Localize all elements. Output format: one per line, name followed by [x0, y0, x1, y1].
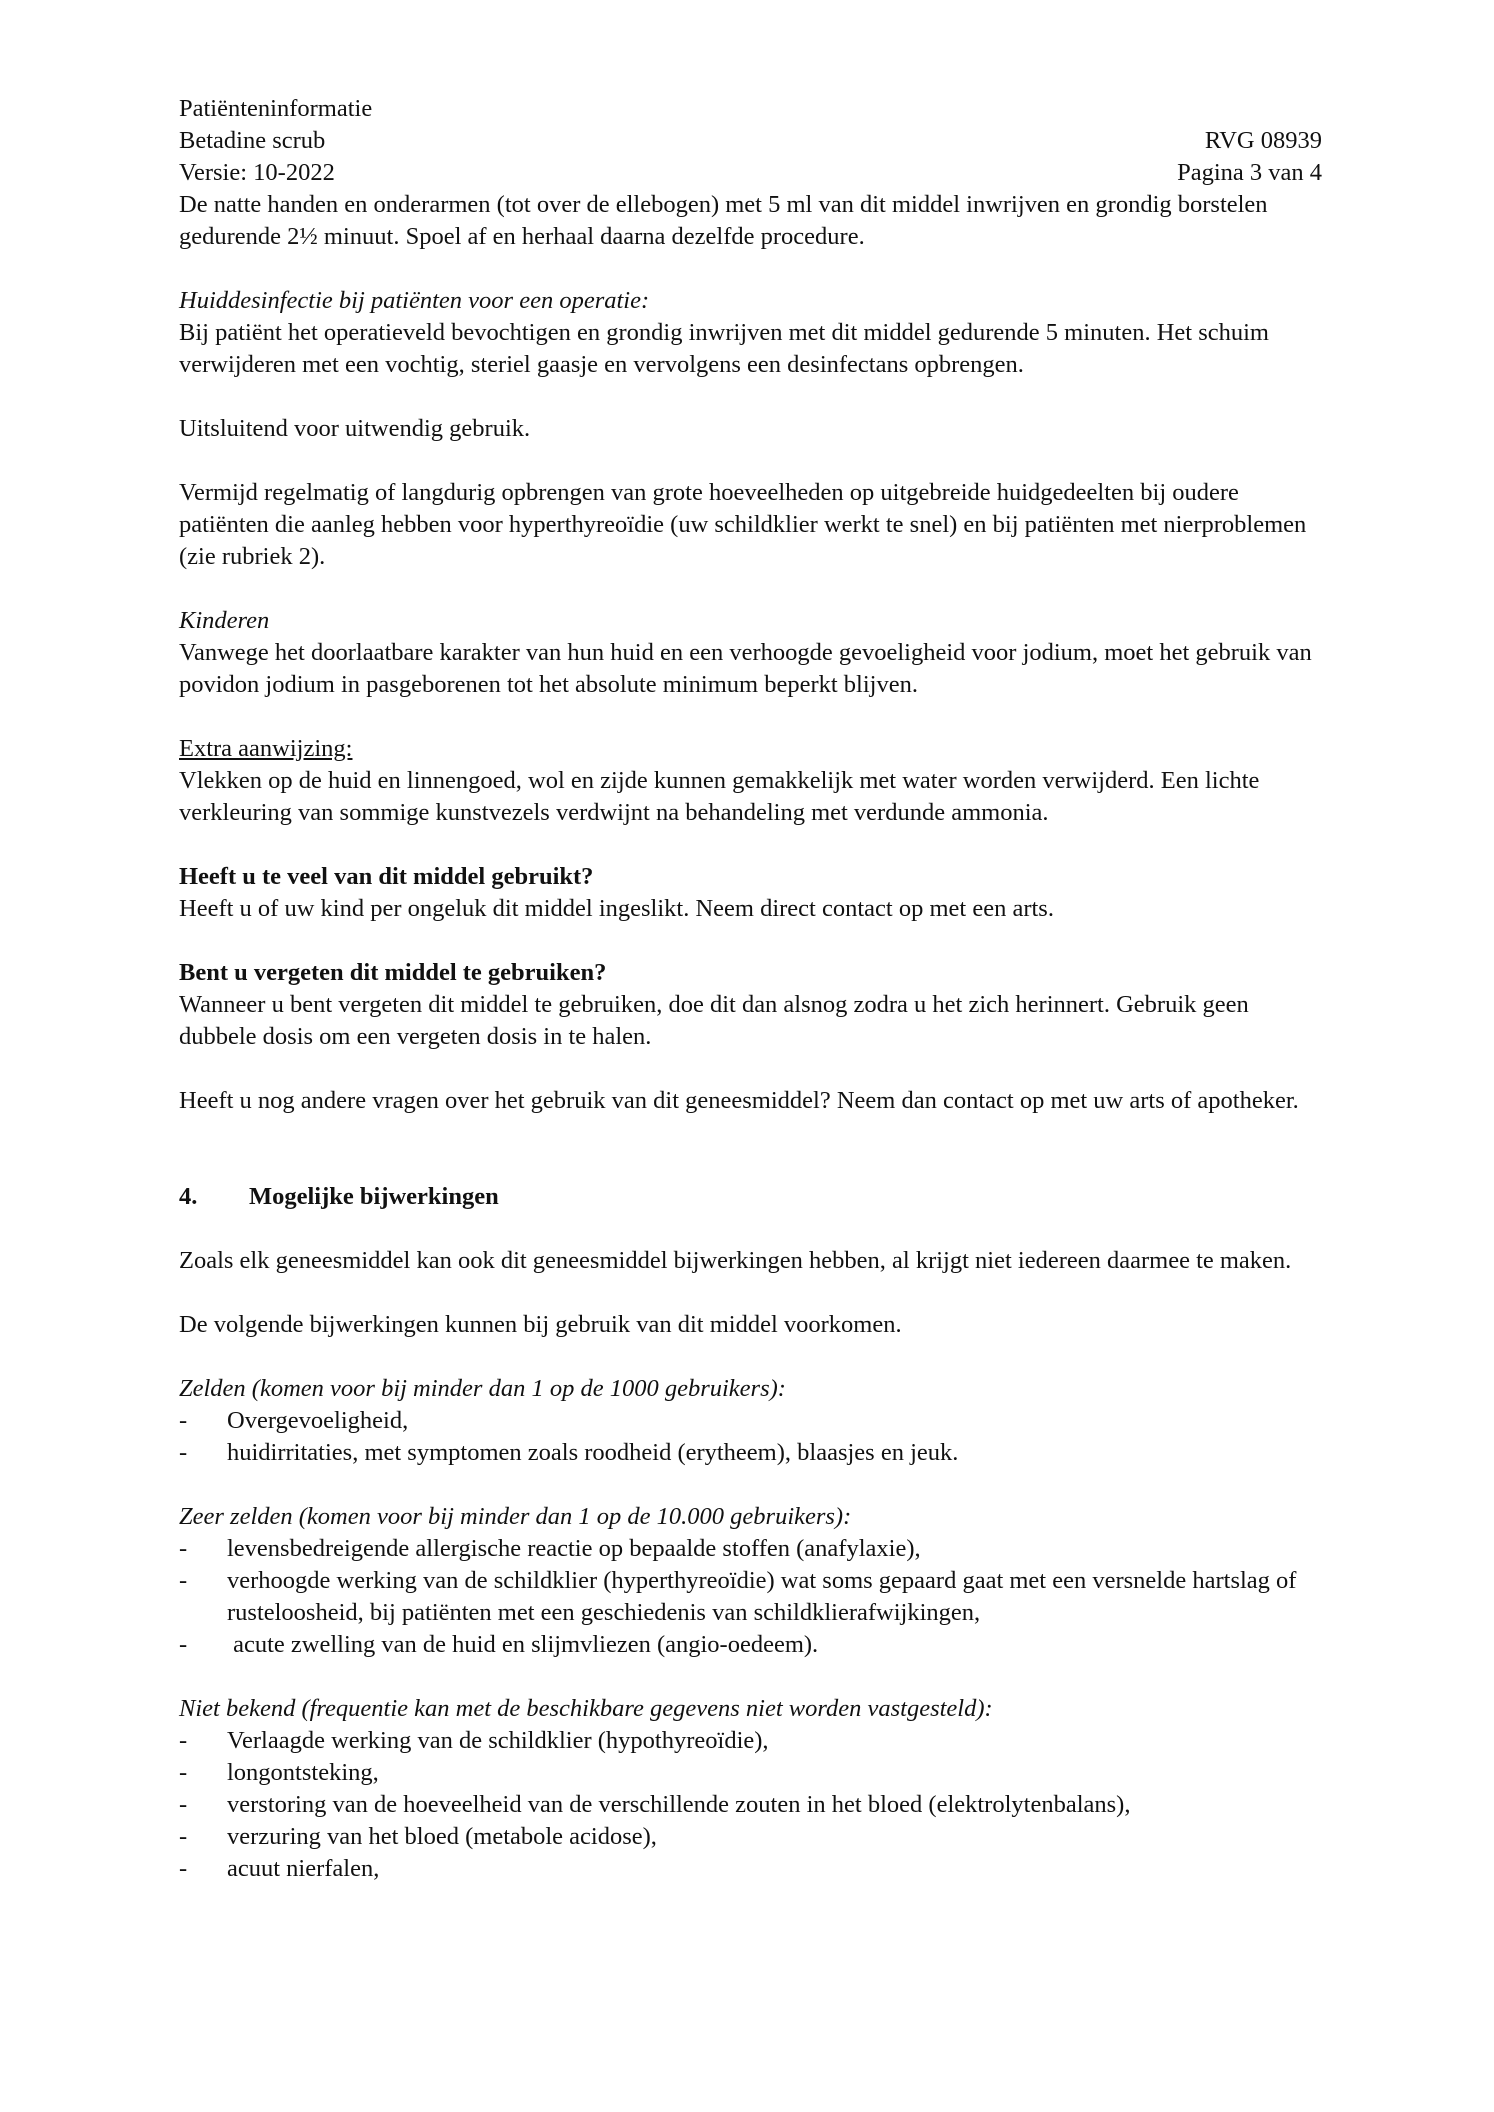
unknown-heading: Niet bekend (frequentie kan met de beschikbare gegevens niet worden vastgesteld):	[179, 1695, 993, 1722]
unknown-list	[179, 1725, 1322, 1885]
section-4-title	[179, 1181, 1322, 1213]
dash-marker: -	[179, 1631, 188, 1658]
extra-paragraph: Vlekken op de huid en linnengoed, wol en zijde kunnen gemakkelijk met water worden verwijderd. Een lichte verkleuring van sommige kunstvezels verdwijnt na behandeling met verdunde ammonia.	[179, 767, 1260, 826]
header-version: Versie: 10-2022	[179, 159, 335, 186]
header-doc-type: Patiënteninformatie	[179, 95, 373, 122]
overdose-heading: Heeft u te veel van dit middel gebruikt?	[179, 863, 594, 890]
list-item-text: acute zwelling van de huid en slijmvliezen (angio-oedeem).	[227, 1631, 819, 1658]
rare-list	[179, 1405, 1322, 1469]
section-title-text: Mogelijke bijwerkingen	[249, 1183, 499, 1210]
list-item	[179, 1405, 1322, 1437]
list-item	[179, 1629, 1322, 1661]
side-effects-following: De volgende bijwerkingen kunnen bij gebruik van dit middel voorkomen.	[179, 1311, 902, 1338]
list-item	[179, 1853, 1322, 1885]
extra-heading: Extra aanwijzing:	[179, 735, 353, 762]
list-item-text: Verlaagde werking van de schildklier (hypothyreoïdie),	[227, 1727, 769, 1754]
list-item	[179, 1565, 1322, 1629]
list-item-text: verhoogde werking van de schildklier (hyperthyreoïdie) wat soms gepaard gaat met een versnelde hartslag of rusteloosheid, bij patiënten met een geschiedenis van schildklierafwijkingen,	[227, 1567, 1297, 1626]
list-item-text: verzuring van het bloed (metabole acidose),	[227, 1823, 657, 1850]
dash-marker: -	[179, 1759, 188, 1786]
very-rare-list	[179, 1533, 1322, 1661]
external-use-paragraph: Uitsluitend voor uitwendig gebruik.	[179, 415, 531, 442]
hand-disinfection-paragraph: De natte handen en onderarmen (tot over de ellebogen) met 5 ml van dit middel inwrijven en grondig borstelen gedurende 2½ minuut. Spoel af en herhaal daarna dezelfde procedure.	[179, 191, 1268, 250]
skin-disinfection-heading: Huiddesinfectie bij patiënten voor een operatie:	[179, 287, 650, 314]
rare-heading: Zelden (komen voor bij minder dan 1 op de 1000 gebruikers):	[179, 1375, 786, 1402]
section-number: 4.	[179, 1183, 198, 1210]
document-page	[179, 93, 1322, 1885]
list-item	[179, 1533, 1322, 1565]
header-rvg-number: RVG 08939	[1204, 127, 1322, 154]
avoid-paragraph: Vermijd regelmatig of langdurig opbrengen van grote hoeveelheden op uitgebreide huidgedeelten bij oudere patiënten die aanleg hebben voor hyperthyreoïdie (uw schildklier werkt te snel) en bij patiënten met nierproblemen (zie rubriek 2).	[179, 479, 1307, 570]
header-line-1	[179, 93, 1322, 125]
list-item	[179, 1757, 1322, 1789]
list-item	[179, 1437, 1322, 1469]
list-item-text: longontsteking,	[227, 1759, 379, 1786]
list-item-text: Overgevoeligheid,	[227, 1407, 409, 1434]
forgotten-paragraph: Wanneer u bent vergeten dit middel te gebruiken, doe dit dan alsnog zodra u het zich herinnert. Gebruik geen dubbele dosis om een vergeten dosis in te halen.	[179, 991, 1249, 1050]
header-line-3	[179, 157, 1322, 189]
dash-marker: -	[179, 1791, 188, 1818]
list-item-text: acuut nierfalen,	[227, 1855, 380, 1882]
dash-marker: -	[179, 1439, 188, 1466]
children-heading: Kinderen	[179, 607, 270, 634]
list-item-text: levensbedreigende allergische reactie op bepaalde stoffen (anafylaxie),	[227, 1535, 921, 1562]
dash-marker: -	[179, 1535, 188, 1562]
skin-disinfection-paragraph: Bij patiënt het operatieveld bevochtigen en grondig inwrijven met dit middel gedurende 5 minuten. Het schuim verwijderen met een vochtig, steriel gaasje en vervolgens een desinfectans opbrengen.	[179, 319, 1269, 378]
list-item-text: verstoring van de hoeveelheid van de verschillende zouten in het bloed (elektrolytenbalans),	[227, 1791, 1131, 1818]
header-page-number: Pagina 3 van 4	[1177, 159, 1322, 186]
side-effects-intro: Zoals elk geneesmiddel kan ook dit geneesmiddel bijwerkingen hebben, al krijgt niet iedereen daarmee te maken.	[179, 1247, 1292, 1274]
children-paragraph: Vanwege het doorlaatbare karakter van hun huid en een verhoogde gevoeligheid voor jodium, moet het gebruik van povidon jodium in pasgeborenen tot het absolute minimum beperkt blijven.	[179, 639, 1312, 698]
dash-marker: -	[179, 1855, 188, 1882]
header-product-name: Betadine scrub	[179, 127, 326, 154]
dash-marker: -	[179, 1823, 188, 1850]
dash-marker: -	[179, 1567, 188, 1594]
forgotten-heading: Bent u vergeten dit middel te gebruiken?	[179, 959, 607, 986]
list-item	[179, 1821, 1322, 1853]
dash-marker: -	[179, 1727, 188, 1754]
very-rare-heading: Zeer zelden (komen voor bij minder dan 1 op de 10.000 gebruikers):	[179, 1503, 852, 1530]
header-line-2	[179, 125, 1322, 157]
dash-marker: -	[179, 1407, 188, 1434]
list-item	[179, 1789, 1322, 1821]
list-item	[179, 1725, 1322, 1757]
questions-paragraph: Heeft u nog andere vragen over het gebruik van dit geneesmiddel? Neem dan contact op met uw arts of apotheker.	[179, 1087, 1299, 1114]
overdose-paragraph: Heeft u of uw kind per ongeluk dit middel ingeslikt. Neem direct contact op met een arts.	[179, 895, 1054, 922]
list-item-text: huidirritaties, met symptomen zoals roodheid (erytheem), blaasjes en jeuk.	[227, 1439, 959, 1466]
page-header	[179, 93, 1322, 189]
